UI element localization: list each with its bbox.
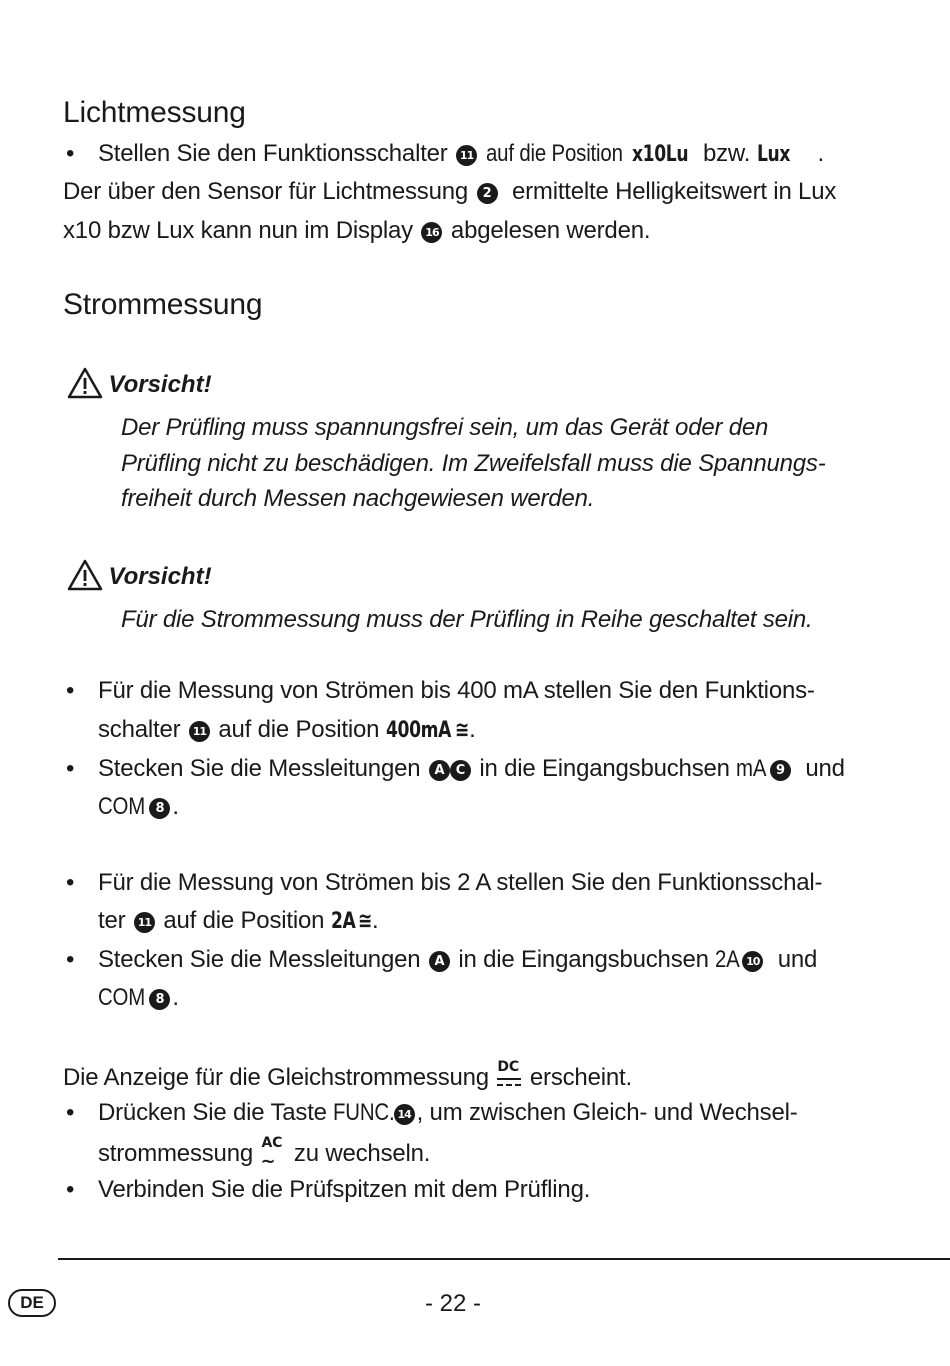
warning-1-line-2: Prüfling nicht zu beschädigen. Im Zweifelsfall muss die Spannungs- [121,450,826,477]
bullet: • [66,677,75,704]
amp-bullet-1-line-1: Für die Messung von Strömen bis 2 A stellen Sie den Funktionsschal- [98,869,823,896]
ref-badge: 16 [421,222,442,243]
lcd-400ma-symbol: 400mA [385,718,451,743]
page-number: - 22 - [425,1290,482,1317]
warning-title: Vorsicht! [108,563,212,590]
amp-bullet-2-line-2: COM 8 . [98,984,179,1011]
ref-badge: 8 [149,798,170,819]
lcd-x10lux-symbol: x10Lu [632,142,689,167]
warning-2-line-1: Für die Strommessung muss der Prüfling in Reihe geschaltet sein. [121,606,813,633]
warning-1 [66,366,212,400]
language-badge: DE [8,1289,56,1317]
ref-badge: 11 [189,721,210,742]
display-bullet-2: Verbinden Sie die Prüfspitzen mit dem Prüfling. [98,1176,591,1203]
light-bullet-1: Stellen Sie den Funktionsschalter 11 auf die Position x10Lu bzw. Lux . [98,140,824,167]
bullet: • [66,1176,75,1203]
ma-bullet-2-line-1: Stecken Sie die Messleitungen A C in die Eingangsbuchsen mA 9 und [98,755,845,782]
ac-dc-symbol-icon: ≅ [455,718,470,743]
warning-triangle-icon [66,558,104,592]
ma-bullet-1-line-2: schalter 11 auf die Position 400mA ≅. [98,716,476,743]
bullet: • [66,1099,75,1126]
ma-bullet-1-line-1: Für die Messung von Strömen bis 400 mA stellen Sie den Funktions- [98,677,815,704]
dc-symbol-icon: DC [495,1061,523,1091]
ref-badge: A [429,760,450,781]
ac-dc-symbol-icon: ≅ [358,909,373,934]
amp-bullet-1-line-2: ter 11 auf die Position 2A ≅. [98,907,379,934]
warning-triangle-icon [66,366,104,400]
heading-lichtmessung: Lichtmessung [63,96,246,129]
bullet: • [66,946,75,973]
bullet: • [66,755,75,782]
light-para-line-2: x10 bzw Lux kann nun im Display 16 abgelesen werden. [63,217,651,244]
warning-1-line-1: Der Prüfling muss spannungsfrei sein, um das Gerät oder den [121,414,769,441]
ref-badge: A [429,951,450,972]
display-bullet-1-line-1: Drücken Sie die Taste FUNC. 14 , um zwischen Gleich- und Wechsel- [98,1099,798,1126]
amp-bullet-2-line-1: Stecken Sie die Messleitungen A in die Eingangsbuchsen 2A 10 und [98,946,818,973]
ref-badge: 14 [394,1104,415,1125]
display-bullet-1-line-2: strommessung AC ∼ zu wechseln. [98,1135,431,1172]
ma-bullet-2-line-2: COM 8 . [98,793,179,820]
warning-1-line-3: freiheit durch Messen nachgewiesen werden. [121,485,595,512]
ref-badge: 2 [477,183,498,204]
ref-badge: C [450,760,471,781]
lcd-2a-symbol: 2A [330,909,356,934]
ref-badge: 9 [770,760,791,781]
heading-strommessung: Strommessung [63,288,263,321]
ref-badge: 8 [149,989,170,1010]
warning-title: Vorsicht! [108,371,212,398]
ref-badge: 10 [742,951,763,972]
display-para: Die Anzeige für die Gleichstrommessung DC erscheint. [63,1059,632,1091]
bullet: • [66,869,75,896]
footer-rule [58,1258,950,1260]
lcd-lux-symbol: Lux [756,142,790,167]
ac-symbol-icon: AC ∼ [260,1135,283,1172]
warning-2 [66,558,212,592]
light-para-line-1: Der über den Sensor für Lichtmessung 2 ermittelte Helligkeitswert in Lux [63,178,837,205]
ref-badge: 11 [134,912,155,933]
ref-badge: 11 [456,145,477,166]
bullet: • [66,140,75,167]
